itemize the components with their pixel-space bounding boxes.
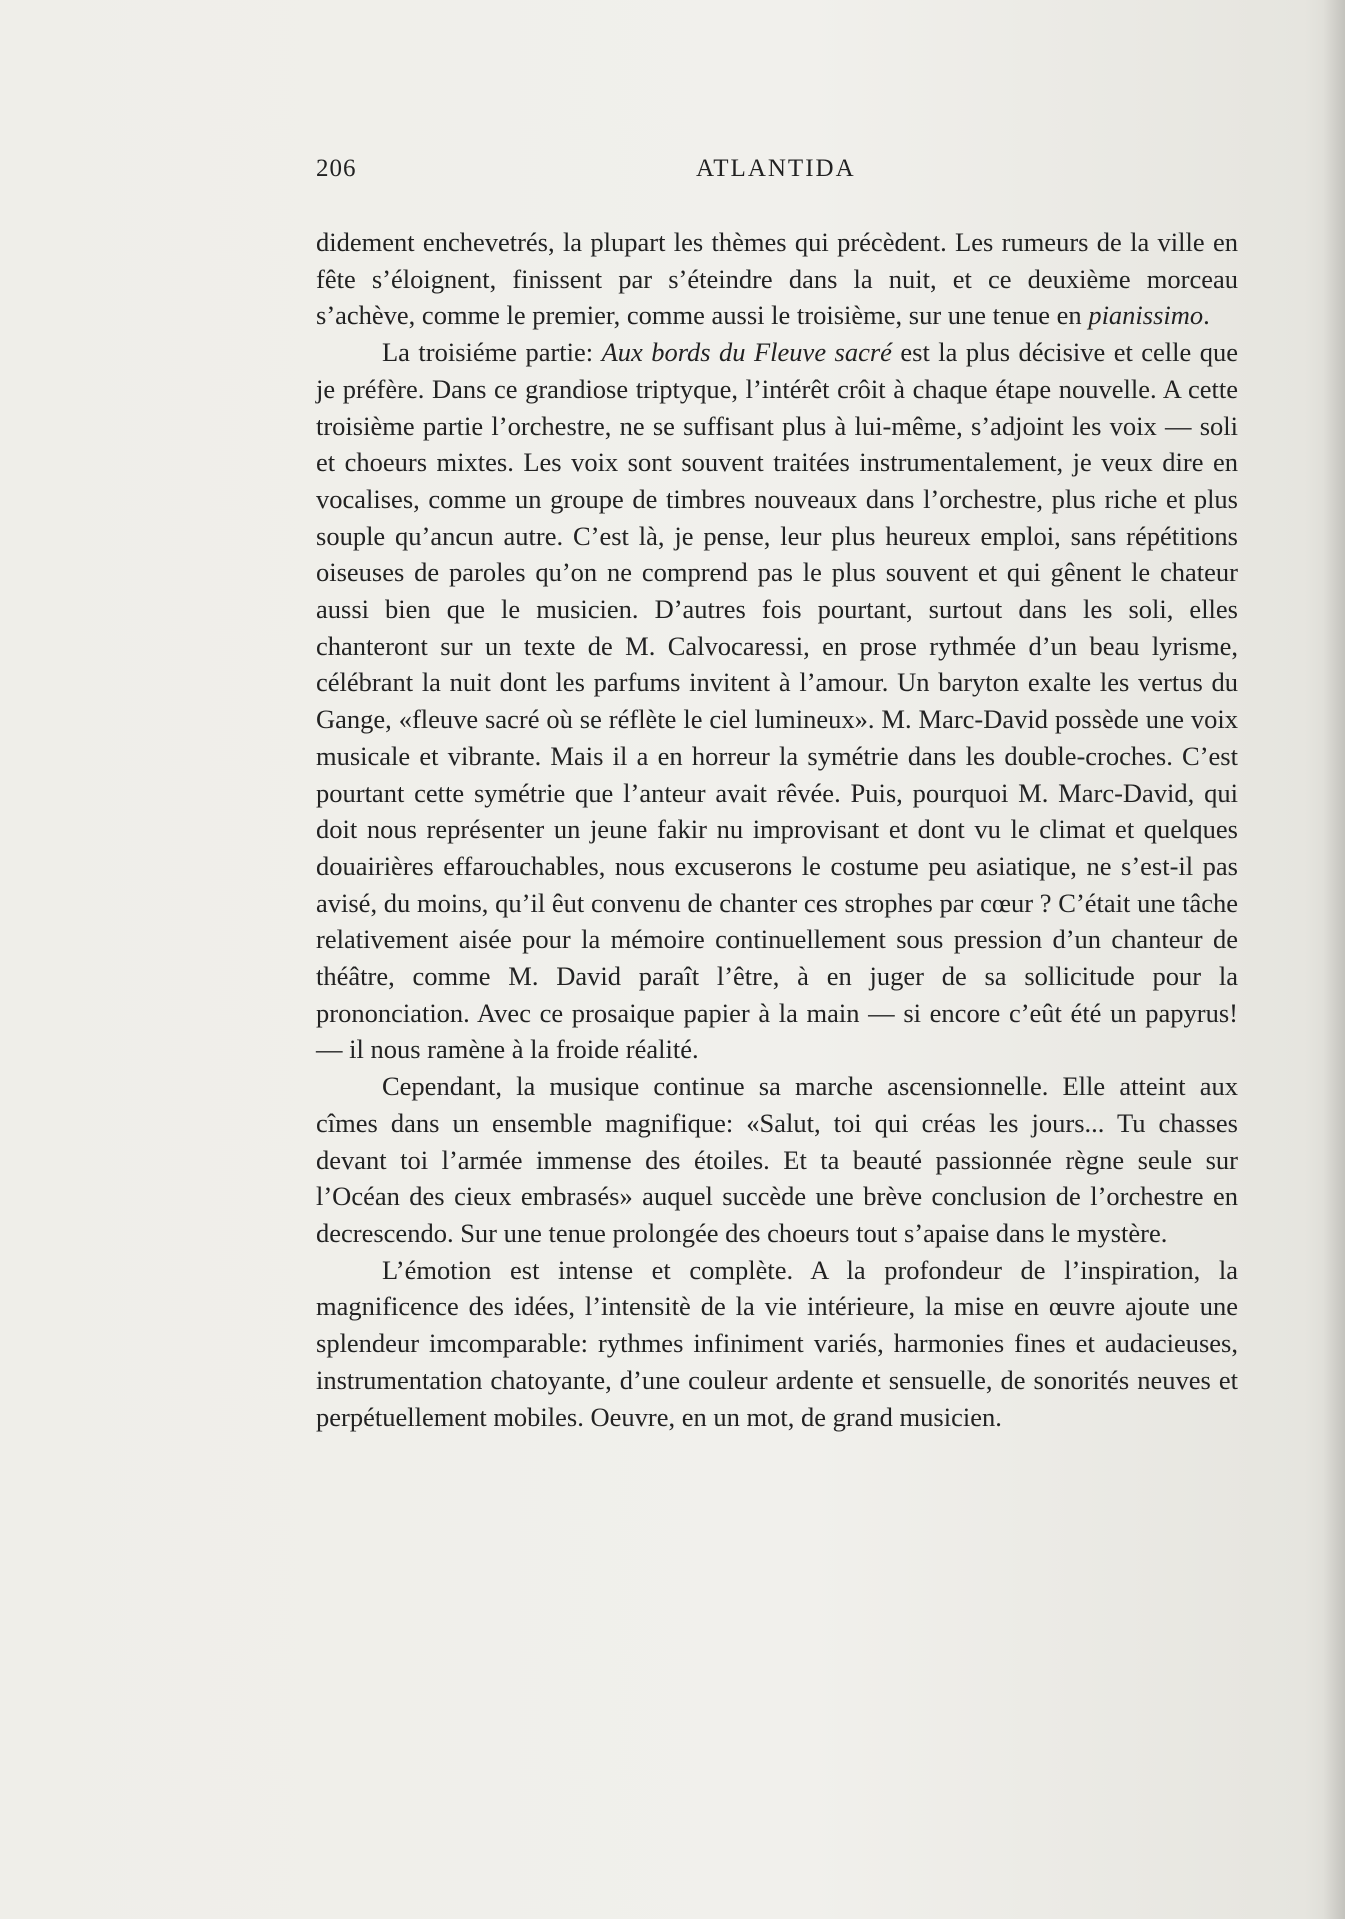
italic-term: pianissimo [1088,300,1204,331]
text-run: est la plus décisive et celle que je préfère. Dans ce grandiose triptyque, l’intérêt crôit à chaque étape nouvelle. A cette troisième partie l’orchestre, ne se suffisant plus à lui-même, s’adjoint les voix — soli et choeurs mixtes. Les voix sont souvent traitées instrumentalement, je veux dire en vocalises, comme un groupe de timbres nouveaux dans l’orchestre, plus riche et plus souple qu’ancun autre. C’est là, je pense, leur plus heureux emploi, sans répétitions oiseuses de paroles qu’on ne comprend pas le plus souvent et qui gênent le chateur aussi bien que le musicien. D’autres fois pourtant, surtout dans les soli, elles chanteront sur un texte de M. Calvocaressi, en prose rythmée d’un beau lyrisme, célébrant la nuit dont les parfums invitent à l’amour. Un baryton exalte les vertus du Gange, «fleuve sacré où se réflète le ciel lumineux». M. Marc-David possède une voix musicale et vibrante. Mais il a en horreur la symétrie dans les double-croches. C’est pourtant cette symétrie que l’anteur avait rêvée. Puis, pourquoi M. Marc-David, qui doit nous représenter un jeune fakir nu improvisant et dont vu le climat et quelques douairières effarouchables, nous excuserons le costume peu asiatique, ne s’est-il pas avisé, du moins, qu’il êut convenu de chanter ces strophes par cœur ? C’était une tâche relativement aisée pour la mémoire continuellement sous pression d’un chanteur de théâtre, comme M. David paraît l’être, à en juger de sa sollicitude pour la prononciation. Avec ce prosaique papier à la main — si encore c’eût été un papyrus! — il nous ramène à la froide réalité. [316,337,1238,1065]
page-edge-shadow [1323,0,1345,1919]
text-run: . [1203,300,1210,331]
text-run: La troisiéme partie: [382,337,602,368]
text-run: L’émotion est intense et complète. A la profondeur de l’inspiration, la magnificence des idées, l’intensitè de la vie intérieure, la mise en œuvre ajoute une splendeur imcomparable: rythmes infiniment variés, harmonies fines et audacieuses, instrumentation chatoyante, d’une couleur ardente et sensuelle, de sonorités neuves et perpétuellement mobiles. Oeuvre, en un mot, de grand musicien. [316,1254,1238,1432]
page-header [316,155,1246,195]
text-run: didement enchevetrés, la plupart les thèmes qui précèdent. Les rumeurs de la ville en fête s’éloignent, finissent par s’éteindre dans la nuit, et ce deuxième morceau s’achève, comme le premier, comme aussi le troisième, sur une tenue en [316,227,1238,331]
paragraph-2 [316,334,1238,1068]
italic-title: Aux bords du Fleuve sacré [601,337,892,368]
paragraph-4 [316,1252,1238,1436]
paragraph-3 [316,1068,1238,1252]
page-number: 206 [316,155,357,182]
text-run: Cependant, la musique continue sa marche ascensionnelle. Elle atteint aux cîmes dans un ensemble magnifique: «Salut, toi qui créas les jours... Tu chasses devant toi l’armée immense des étoiles. Et ta beauté passionnée règne seule sur l’Océan des cieux embrasés» auquel succède une brève conclusion de l’orchestre en decrescendo. Sur une tenue prolongée des choeurs tout s’apaise dans le mystère. [316,1071,1238,1248]
paragraph-1 [316,224,1238,334]
body-text [316,224,1238,1435]
running-title: ATLANTIDA [696,155,856,182]
